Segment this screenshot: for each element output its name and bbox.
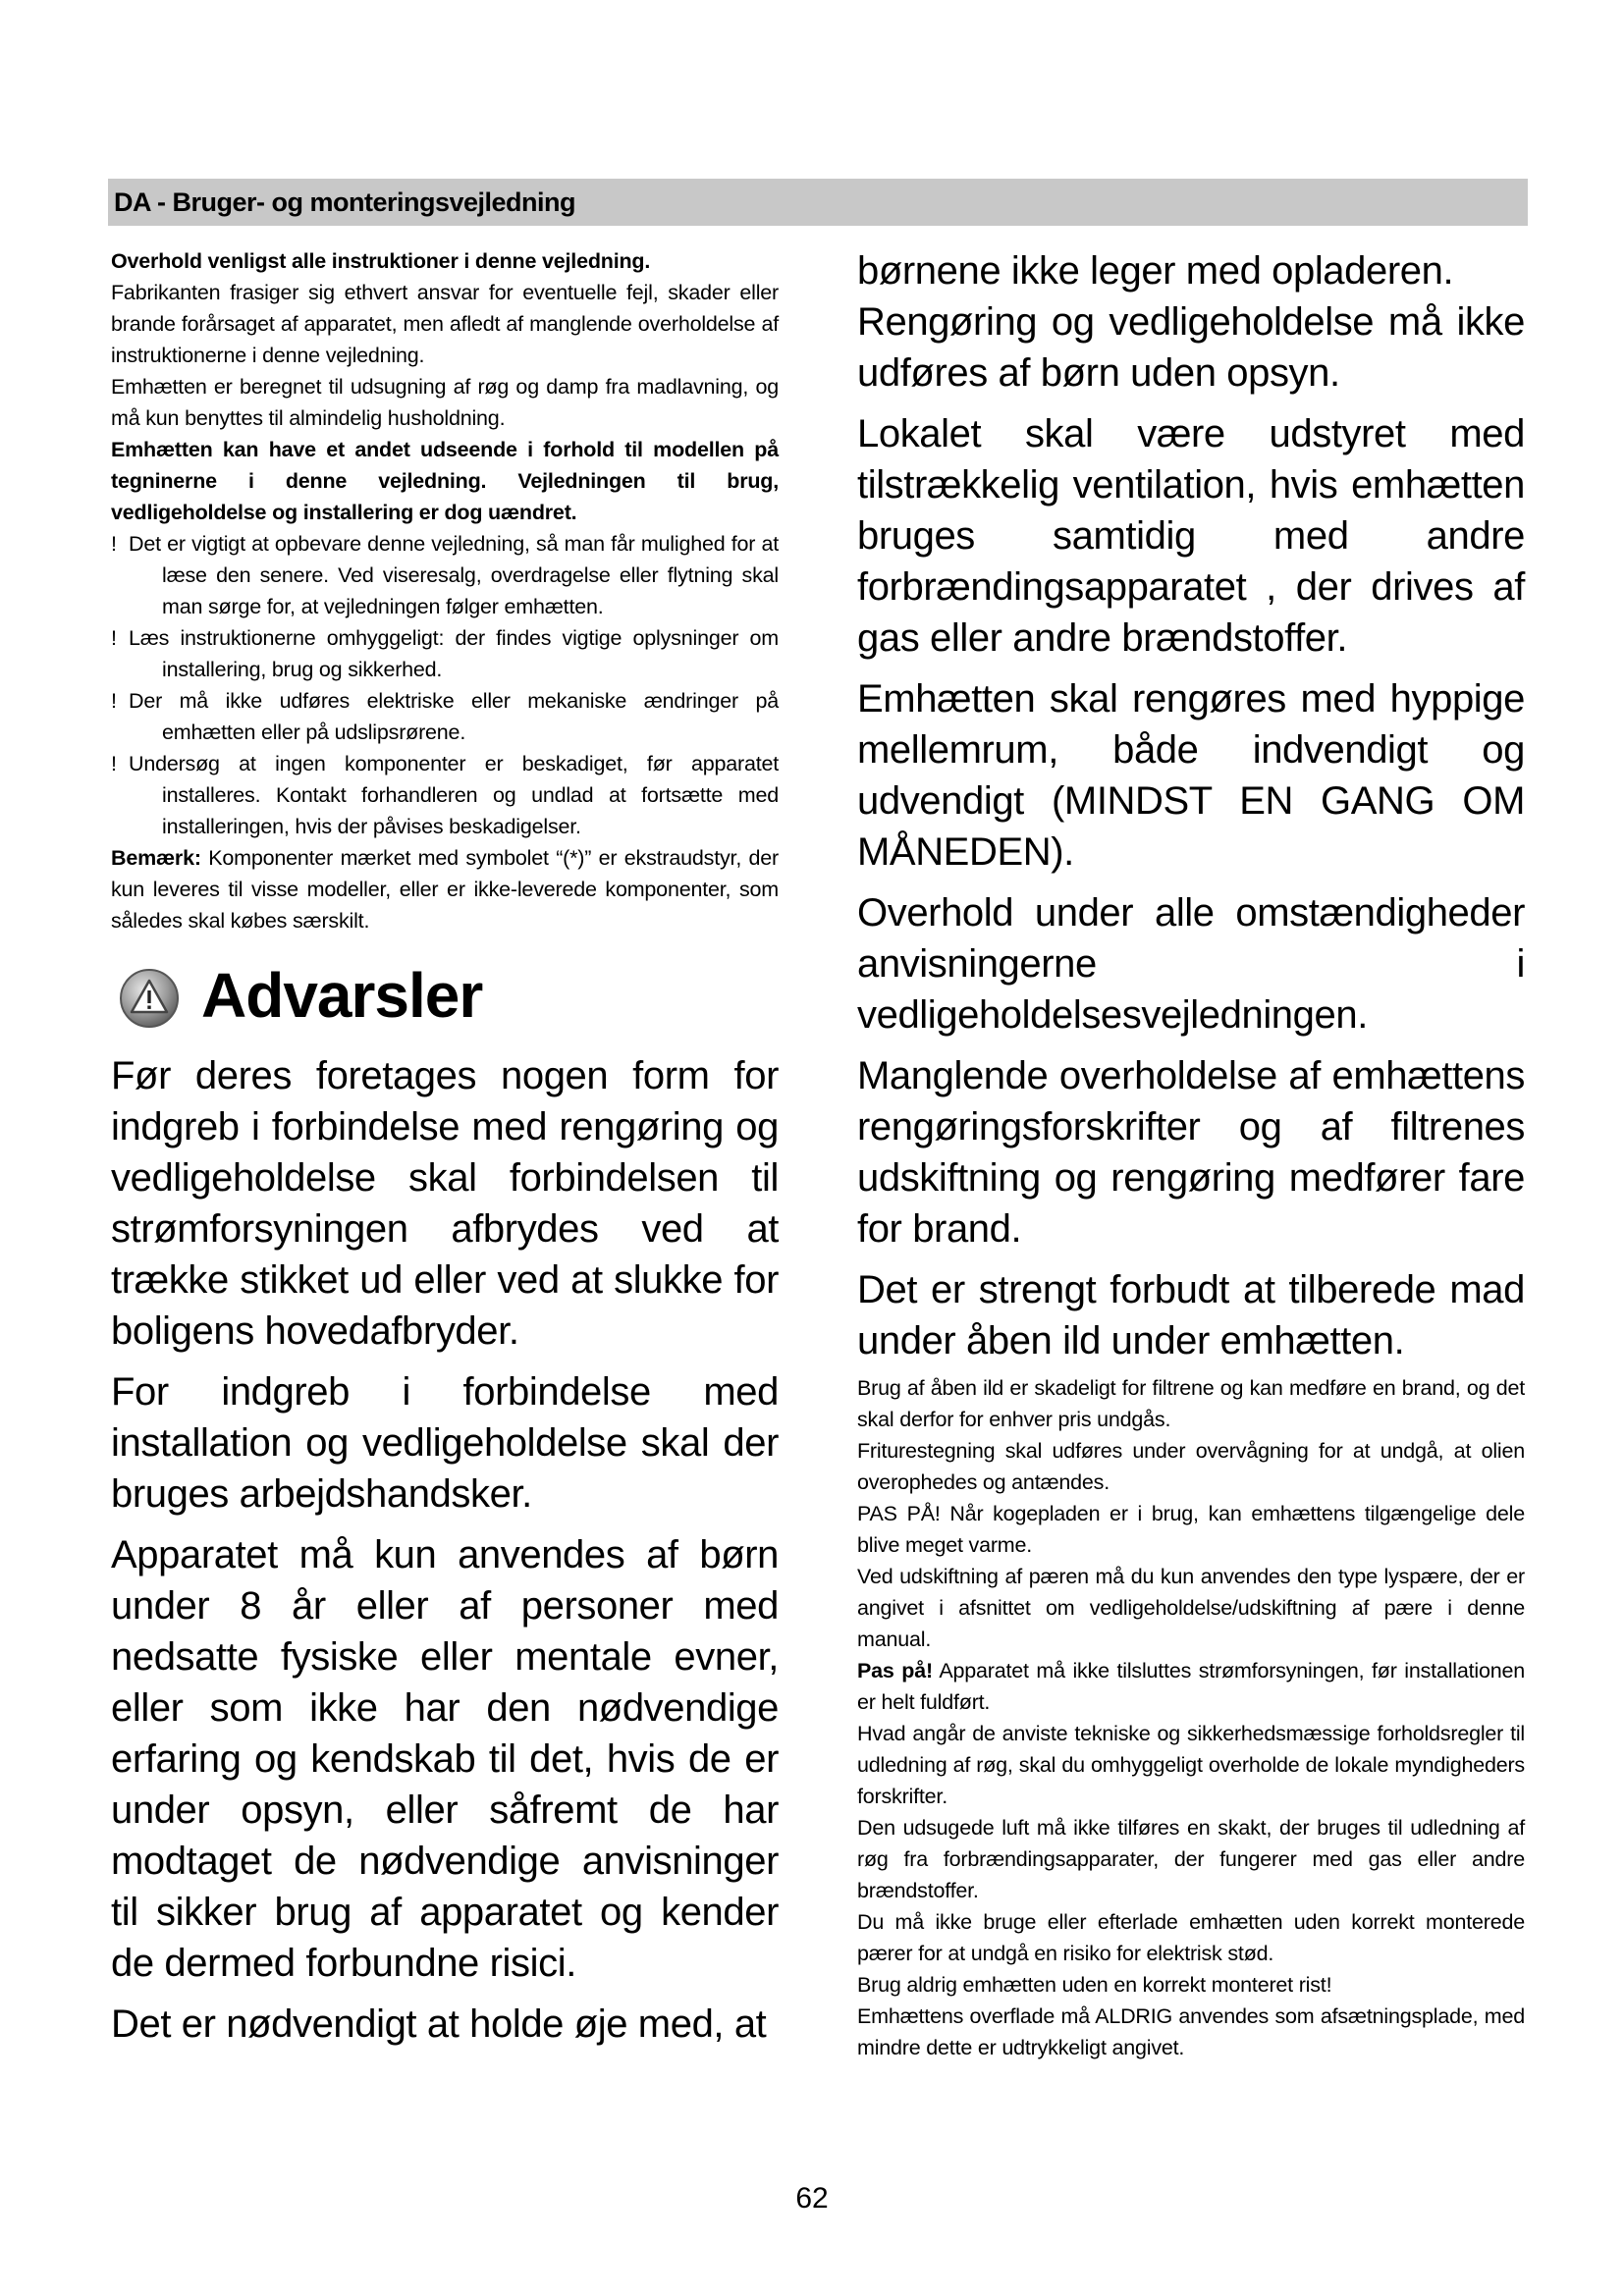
small-paragraph (857, 1655, 1525, 1718)
small-paragraph: PAS PÅ! Når kogepladen er i brug, kan emhættens tilgængelige dele blive meget varme. (857, 1502, 1525, 1557)
big-paragraph: Manglende overholdelse af emhættens rengøringsforskrifter og af filtrenes udskiftning og rengøring medfører fare for brand. (857, 1054, 1525, 1251)
big-paragraph: Rengøring og vedligeholdelse må ikke udføres af børn uden opsyn. (857, 300, 1525, 395)
intro-paragraph-1: Fabrikanten frasiger sig ethvert ansvar for eventuelle fejl, skader eller brande forårsaget af apparatet, men afledt af manglende overholdelse af instruktionerne i denne vejledning. (111, 281, 779, 367)
big-paragraph: Det er nødvendigt at holde øje med, at (111, 2002, 767, 2046)
big-paragraph: For indgreb i forbindelse med installation og vedligeholdelse skal der bruges arbejdshandsker. (111, 1370, 779, 1516)
note-text: Komponenter mærket med symbolet “(*)” er ekstraudstyr, der kun leveres til visse modeller, eller er ikke-leverede komponenter, som således skal købes særskilt. (111, 846, 779, 933)
small-paragraph: Brug af åben ild er skadeligt for filtrene og kan medføre en brand, og det skal derfor for enhver pris undgås. (857, 1376, 1525, 1431)
big-paragraph: børnene ikke leger med opladeren. (857, 249, 1454, 293)
left-column (111, 245, 779, 2050)
warning-text: Det er vigtigt at opbevare denne vejledning, så man får mulighed for at læse den senere. Ved viseresalg, overdragelse eller flytning skal man sørge for, at vejledningen følger emhætten. (129, 532, 779, 618)
small-paragraph: Den udsugede luft må ikke tilføres en skakt, der bruges til udledning af røg fra forbrændingsapparater, der fungerer med gas eller andre brændstoffer. (857, 1816, 1525, 1902)
small-paragraph: Du må ikke bruge eller efterlade emhætten uden korrekt monterede pærer for at undgå en risiko for elektrisk stød. (857, 1910, 1525, 1965)
small-paragraph: Friturestegning skal udføres under overvågning for at undgå, at olien overophedes og antændes. (857, 1439, 1525, 1494)
section-title: DA - Bruger- og monteringsvejledning (114, 187, 576, 217)
bang-marker: ! (111, 752, 117, 775)
small-paragraph: Hvad angår de anviste tekniske og sikkerhedsmæssige forholdsregler til udledning af røg, skal du omhyggeligt overholde de lokale myndigheders forskrifter. (857, 1722, 1525, 1808)
bang-marker: ! (111, 689, 117, 713)
warning-text: Læs instruktionerne omhyggeligt: der findes vigtige oplysninger om installering, brug og sikkerhed. (129, 626, 779, 681)
bang-marker: ! (111, 626, 117, 650)
caution-text: Apparatet må ikke tilsluttes strømforsyningen, før installationen er helt fuldført. (857, 1659, 1525, 1714)
big-paragraph: Lokalet skal være udstyret med tilstrækkelig ventilation, hvis emhætten bruges samtidig med andre forbrændingsapparatet , der drives af gas eller andre brændstoffer. (857, 412, 1525, 660)
warnings-title: Advarsler (201, 960, 483, 1031)
page-number: 62 (795, 2182, 829, 2215)
intro-bold: Overhold venligst alle instruktioner i denne vejledning. (111, 249, 651, 273)
warning-item (111, 622, 779, 685)
warning-item (111, 528, 779, 622)
note-paragraph (111, 842, 779, 936)
warnings-heading (111, 954, 779, 1042)
small-paragraph: Ved udskiftning af pæren må du kun anvendes den type lyspære, der er angivet i afsnittet om vedligeholdelse/udskiftning af pære i denne manual. (857, 1565, 1525, 1651)
right-column (857, 245, 1525, 2063)
small-paragraph: Brug aldrig emhætten uden en korrekt monteret rist! (857, 1973, 1332, 1997)
big-paragraph: Overhold under alle omstændigheder anvisningerne i vedligeholdelsesvejledningen. (857, 891, 1525, 1037)
note-label: Bemærk: (111, 846, 201, 870)
small-paragraph: Emhættens overflade må ALDRIG anvendes som afsætningsplade, med mindre dette er udtrykkeligt angivet. (857, 2004, 1525, 2059)
big-paragraph: Før deres foretages nogen form for indgreb i forbindelse med rengøring og vedligeholdelse skal forbindelsen til strømforsyningen afbrydes ved at trække stikket ud eller ved at slukke for boligens hovedafbryder. (111, 1054, 779, 1353)
warning-item (111, 748, 779, 842)
warning-item (111, 685, 779, 748)
intro-paragraph-2: Emhætten er beregnet til udsugning af røg og damp fra madlavning, og må kun benyttes til almindelig husholdning. (111, 375, 779, 430)
section-header-bar (108, 179, 1528, 226)
big-paragraph: Emhætten skal rengøres med hyppige mellemrum, både indvendigt og udvendigt (MINDST EN GANG OM MÅNEDEN). (857, 677, 1525, 874)
warning-text: Der må ikke udføres elektriske eller mekaniske ændringer på emhætten eller på udslipsrørene. (129, 689, 779, 744)
big-paragraph: Det er strengt forbudt at tilberede mad under åben ild under emhætten. (857, 1268, 1525, 1362)
warning-triangle-icon (119, 968, 180, 1029)
bang-marker: ! (111, 532, 117, 556)
intro-bold-2: Emhætten kan have et andet udseende i forhold til modellen på tegninerne i denne vejledning. Vejledningen til brug, vedligeholdelse og installering er dog uændret. (111, 438, 779, 524)
big-paragraph: Apparatet må kun anvendes af børn under 8 år eller af personer med nedsatte fysiske eller mentale evner, eller som ikke har den nødvendige erfaring og kendskab til det, hvis de er under opsyn, eller såfremt de har modtaget de nødvendige anvisninger til sikker brug af apparatet og kender de dermed forbundne risici. (111, 1533, 779, 1985)
warning-text: Undersøg at ingen komponenter er beskadiget, før apparatet installeres. Kontakt forhandleren og undlad at fortsætte med installeringen, hvis der påvises beskadigelser. (129, 752, 779, 838)
caution-label: Pas på! (857, 1659, 933, 1682)
